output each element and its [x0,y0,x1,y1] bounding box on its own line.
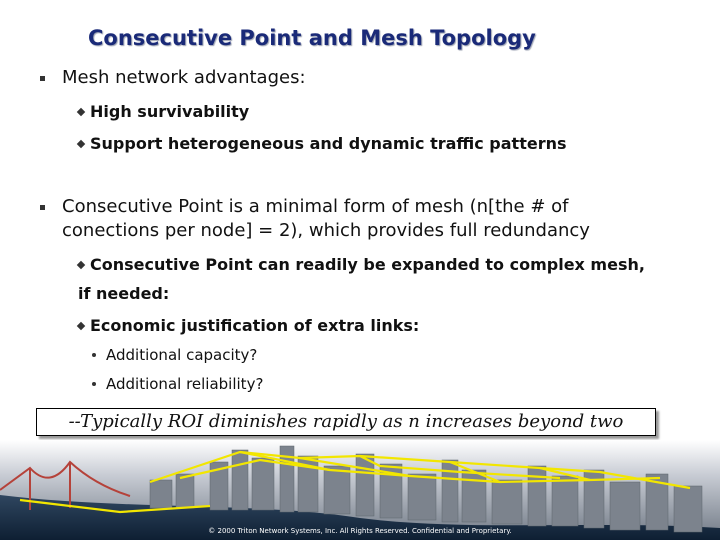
copyright-footer: © 2000 Triton Network Systems, Inc. All Rights Reserved. Confidential and Proprietary. [208,527,512,535]
sub-sub-bullet-text: Additional capacity? [106,346,258,364]
square-bullet-icon [40,205,45,210]
diamond-bullet-icon [77,108,85,116]
dot-bullet-icon [92,353,96,357]
sub-bullet-text: High survivability [90,102,250,121]
dot-bullet-icon [92,382,96,386]
slide-title: Consecutive Point and Mesh Topology [88,26,536,50]
roi-callout-box: --Typically ROI diminishes rapidly as n increases beyond two [36,408,656,436]
diamond-bullet-icon [77,322,85,330]
square-bullet-icon [40,76,45,81]
bullet-text: Consecutive Point is a minimal form of mesh (n[the # of conections per node] = 2), which provides full redundancy [62,196,590,241]
sub-sub-bullet-text: Additional reliability? [106,375,264,393]
bullet-text: Mesh network advantages: [62,67,306,88]
diamond-bullet-icon [77,140,85,148]
city-network-illustration [0,440,720,540]
diamond-bullet-icon [77,261,85,269]
sub-bullet-text: Economic justification of extra links: [90,316,420,335]
sub-bullet-text: Consecutive Point can readily be expanded to complex mesh, [90,255,645,274]
sub-bullet-text: Support heterogeneous and dynamic traffic patterns [90,134,567,153]
sub-bullet-text: if needed: [78,284,170,303]
